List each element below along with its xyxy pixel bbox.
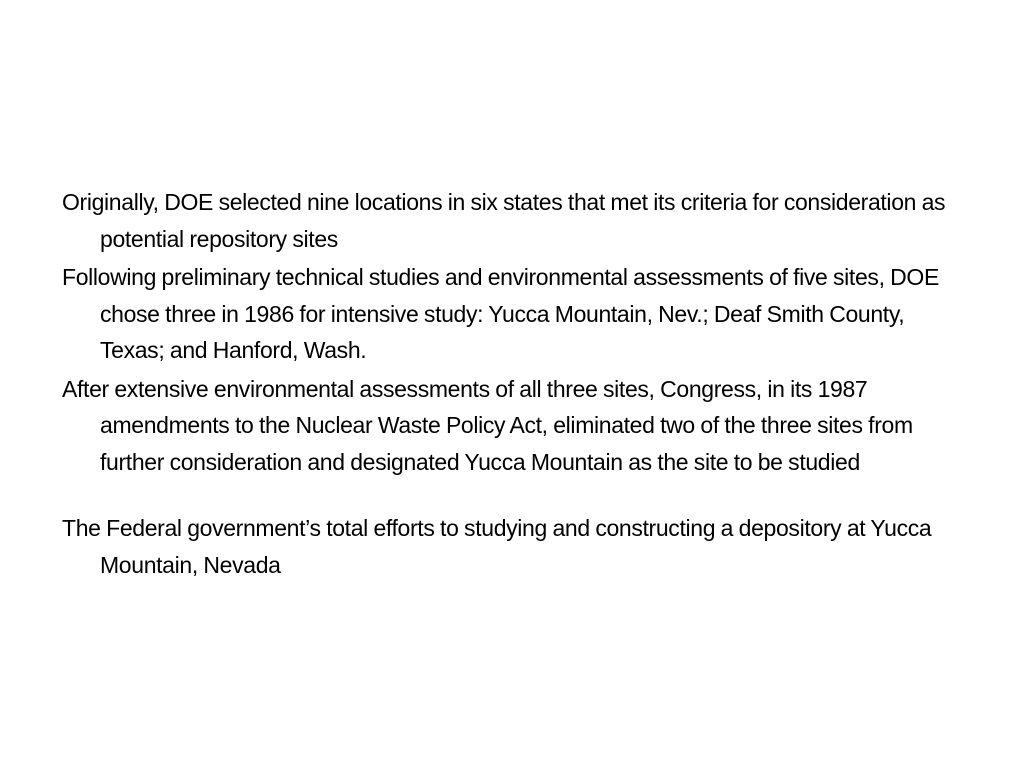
- paragraph-original-selection: Originally, DOE selected nine locations in six states that met its criteria for consideration as potential repository sites: [62, 189, 946, 252]
- paragraph-preliminary-studies: Following preliminary technical studies and environmental assessments of five sites, DOE chose three in 1986 for intensive study: Yucca Mountain, Nev.; Deaf Smith County, Texas; and Hanford, Wash.: [62, 264, 939, 363]
- paragraph-congress-amendments: After extensive environmental assessments of all three sites, Congress, in its 1987 amendments to the Nuclear Waste Policy Act, eliminated two of the three sites from further consideration and designated Yucca Mountain as the site to be studied: [62, 375, 913, 475]
- paragraph-federal-efforts: The Federal government’s total efforts to studying and constructing a depository at Yucca Mountain, Nevada: [62, 515, 932, 578]
- slide-body: [62, 184, 972, 585]
